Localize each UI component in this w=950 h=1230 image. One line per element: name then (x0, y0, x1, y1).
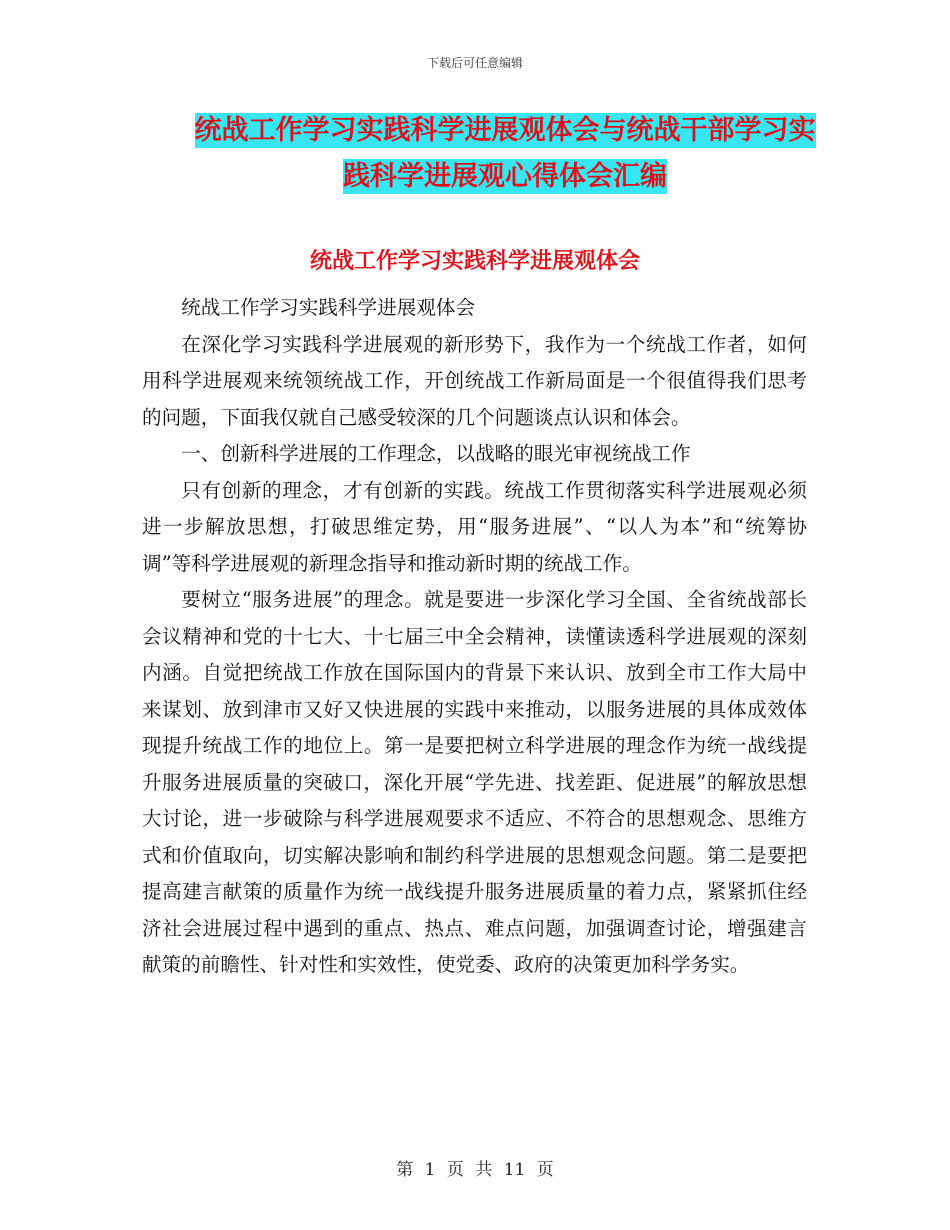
paragraph: 要树立“服务进展”的理念。就是要进一步深化学习全国、全省统战部长会议精神和党的十七大、十七届三中全会精神，读懂读透科学进展观的深刻内涵。自觉把统战工作放在国际国内的背景下来认识、放到全市工作大局中来谋划、放到津市又好又快进展的实践中来推动，以服务进展的具体成效体现提升统战工作的地位上。第一是要把树立科学进展的理念作为统一战线提升服务进展质量的突破口，深化开展“学先进、找差距、促进展”的解放思想大讨论，进一步破除与科学进展观要求不适应、不符合的思想观念、思维方式和价值取向，切实解决影响和制约科学进展的思想观念问题。第二是要把提高建言献策的质量作为统一战线提升服务进展质量的着力点，紧紧抓住经济社会进展过程中遇到的重点、热点、难点问题，加强调查讨论，增强建言献策的前瞻性、针对性和实效性，使党委、政府的决策更加科学务实。 (142, 588, 807, 976)
title-line-2: 践科学进展观心得体会汇编 (343, 161, 667, 192)
document-title (145, 108, 865, 200)
header-note: 下载后可任意编辑 (426, 56, 523, 70)
paragraph: 只有创新的理念，才有创新的实践。统战工作贯彻落实科学进展观必须进一步解放思想，打破思维定势，用“服务进展”、“以人为本”和“统筹协调”等科学进展观的新理念指导和推动新时期的统战工作。 (142, 478, 807, 575)
paragraph: 统战工作学习实践科学进展观体会 (181, 296, 476, 319)
body-text (142, 290, 807, 984)
section-title: 统战工作学习实践科学进展观体会 (309, 249, 640, 274)
paragraph: 在深化学习实践科学进展观的新形势下，我作为一个统战工作者，如何用科学进展观来统领统战工作，开创统战工作新局面是一个很值得我们思考的问题，下面我仅就自己感受较深的几个问题谈点认识和体会。 (142, 332, 807, 429)
paragraph: 一、创新科学进展的工作理念，以战略的眼光审视统战工作 (181, 442, 691, 465)
page-number: 第 1 页 共 11 页 (396, 1160, 554, 1180)
title-line-1: 统战工作学习实践科学进展观体会与统战干部学习实 (194, 115, 816, 146)
